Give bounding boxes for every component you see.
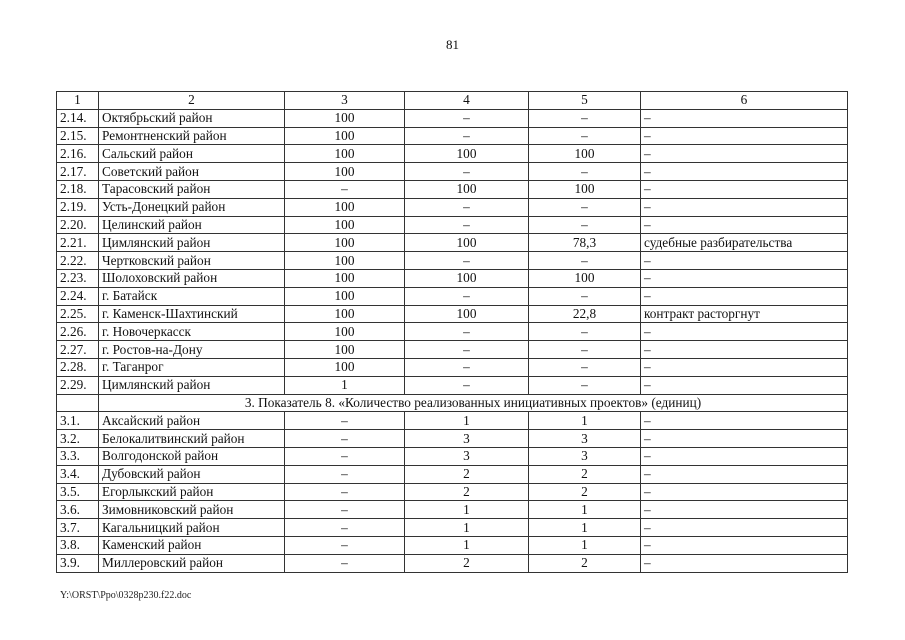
page-number: 81 [446, 37, 459, 52]
table-header-row [57, 92, 848, 110]
table-row [57, 198, 848, 216]
section-empty-cell [57, 394, 99, 412]
col-note-cell: – [641, 519, 848, 537]
table-row [57, 305, 848, 323]
col-4-cell: – [405, 216, 529, 234]
col-3-cell: 100 [285, 287, 405, 305]
col-5-cell: – [529, 358, 641, 376]
col-note-cell: – [641, 198, 848, 216]
col-municipality-cell: Октябрьский район [99, 109, 285, 127]
table-row [57, 501, 848, 519]
col-note-cell: – [641, 554, 848, 572]
col-3-cell: 100 [285, 234, 405, 252]
col-4-cell: 2 [405, 554, 529, 572]
header-cell-5: 5 [529, 92, 641, 110]
col-note-cell: – [641, 447, 848, 465]
col-municipality-cell: г. Ростов-на-Дону [99, 341, 285, 359]
col-3-cell: 100 [285, 323, 405, 341]
table-row [57, 216, 848, 234]
col-number-cell: 2.29. [57, 376, 99, 394]
col-5-cell: 1 [529, 536, 641, 554]
col-municipality-cell: г. Новочеркасск [99, 323, 285, 341]
col-number-cell: 2.26. [57, 323, 99, 341]
col-5-cell: 1 [529, 519, 641, 537]
table-row [57, 430, 848, 448]
col-5-cell: 1 [529, 412, 641, 430]
col-5-cell: 78,3 [529, 234, 641, 252]
table-row [57, 447, 848, 465]
table-row [57, 483, 848, 501]
col-number-cell: 3.4. [57, 465, 99, 483]
col-municipality-cell: Цимлянский район [99, 376, 285, 394]
col-3-cell: – [285, 554, 405, 572]
col-3-cell: 100 [285, 127, 405, 145]
col-note-cell: контракт расторгнут [641, 305, 848, 323]
col-note-cell: – [641, 216, 848, 234]
col-note-cell: – [641, 465, 848, 483]
col-3-cell: – [285, 501, 405, 519]
col-number-cell: 3.1. [57, 412, 99, 430]
col-3-cell: 100 [285, 358, 405, 376]
footer-file-path: Y:\ORST\Ppo\0328p230.f22.doc [60, 590, 192, 601]
header-cell-3: 3 [285, 92, 405, 110]
col-4-cell: 1 [405, 536, 529, 554]
col-number-cell: 2.27. [57, 341, 99, 359]
table-row [57, 554, 848, 572]
col-4-cell: – [405, 252, 529, 270]
table-row [57, 376, 848, 394]
col-number-cell: 3.7. [57, 519, 99, 537]
col-4-cell: 2 [405, 483, 529, 501]
header-cell-6: 6 [641, 92, 848, 110]
col-4-cell: 1 [405, 412, 529, 430]
col-3-cell: 100 [285, 252, 405, 270]
col-3-cell: 100 [285, 109, 405, 127]
col-number-cell: 2.28. [57, 358, 99, 376]
table-row [57, 323, 848, 341]
col-3-cell: – [285, 180, 405, 198]
col-note-cell: – [641, 127, 848, 145]
col-note-cell: – [641, 163, 848, 181]
header-cell-1: 1 [57, 92, 99, 110]
col-3-cell: 1 [285, 376, 405, 394]
col-5-cell: – [529, 323, 641, 341]
col-4-cell: 3 [405, 447, 529, 465]
header-cell-4: 4 [405, 92, 529, 110]
table-row [57, 127, 848, 145]
col-note-cell: – [641, 376, 848, 394]
col-4-cell: – [405, 341, 529, 359]
col-note-cell: – [641, 145, 848, 163]
col-5-cell: 22,8 [529, 305, 641, 323]
col-5-cell: – [529, 127, 641, 145]
table-row [57, 536, 848, 554]
col-3-cell: 100 [285, 341, 405, 359]
col-number-cell: 3.6. [57, 501, 99, 519]
col-municipality-cell: Тарасовский район [99, 180, 285, 198]
col-5-cell: 2 [529, 465, 641, 483]
col-5-cell: – [529, 163, 641, 181]
col-municipality-cell: Целинский район [99, 216, 285, 234]
col-4-cell: – [405, 127, 529, 145]
table-row [57, 269, 848, 287]
col-municipality-cell: Миллеровский район [99, 554, 285, 572]
col-municipality-cell: Зимовниковский район [99, 501, 285, 519]
col-5-cell: 100 [529, 180, 641, 198]
table-body [57, 92, 848, 573]
col-4-cell: – [405, 109, 529, 127]
col-note-cell: – [641, 358, 848, 376]
col-number-cell: 3.9. [57, 554, 99, 572]
col-number-cell: 2.20. [57, 216, 99, 234]
col-municipality-cell: Сальский район [99, 145, 285, 163]
table-row [57, 358, 848, 376]
col-number-cell: 2.22. [57, 252, 99, 270]
col-number-cell: 2.17. [57, 163, 99, 181]
col-number-cell: 2.25. [57, 305, 99, 323]
col-3-cell: – [285, 465, 405, 483]
col-5-cell: – [529, 252, 641, 270]
col-municipality-cell: Каменский район [99, 536, 285, 554]
col-5-cell: – [529, 109, 641, 127]
col-note-cell: – [641, 252, 848, 270]
col-municipality-cell: Цимлянский район [99, 234, 285, 252]
col-3-cell: – [285, 483, 405, 501]
col-municipality-cell: Белокалитвинский район [99, 430, 285, 448]
col-number-cell: 3.8. [57, 536, 99, 554]
col-3-cell: 100 [285, 216, 405, 234]
col-municipality-cell: Шолоховский район [99, 269, 285, 287]
header-cell-2: 2 [99, 92, 285, 110]
col-note-cell: – [641, 180, 848, 198]
col-3-cell: – [285, 412, 405, 430]
table-row [57, 287, 848, 305]
col-5-cell: – [529, 376, 641, 394]
col-number-cell: 2.23. [57, 269, 99, 287]
col-municipality-cell: г. Таганрог [99, 358, 285, 376]
table-row [57, 109, 848, 127]
col-note-cell: – [641, 287, 848, 305]
col-note-cell: – [641, 341, 848, 359]
col-3-cell: 100 [285, 145, 405, 163]
col-3-cell: – [285, 519, 405, 537]
col-5-cell: – [529, 287, 641, 305]
col-3-cell: 100 [285, 198, 405, 216]
col-5-cell: 3 [529, 447, 641, 465]
col-number-cell: 2.16. [57, 145, 99, 163]
col-5-cell: 2 [529, 483, 641, 501]
col-3-cell: 100 [285, 305, 405, 323]
col-5-cell: 3 [529, 430, 641, 448]
col-4-cell: 1 [405, 519, 529, 537]
col-3-cell: 100 [285, 163, 405, 181]
col-number-cell: 3.2. [57, 430, 99, 448]
col-note-cell: – [641, 501, 848, 519]
col-5-cell: 2 [529, 554, 641, 572]
table-row [57, 465, 848, 483]
col-number-cell: 2.15. [57, 127, 99, 145]
col-municipality-cell: Волгодонской район [99, 447, 285, 465]
col-4-cell: 100 [405, 234, 529, 252]
col-4-cell: 1 [405, 501, 529, 519]
col-municipality-cell: Ремонтненский район [99, 127, 285, 145]
col-municipality-cell: г. Батайск [99, 287, 285, 305]
col-4-cell: 2 [405, 465, 529, 483]
col-4-cell: – [405, 358, 529, 376]
col-4-cell: 100 [405, 145, 529, 163]
col-3-cell: 100 [285, 269, 405, 287]
table-row [57, 252, 848, 270]
col-municipality-cell: Чертковский район [99, 252, 285, 270]
col-note-cell: – [641, 483, 848, 501]
col-municipality-cell: Дубовский район [99, 465, 285, 483]
section-title: 3. Показатель 8. «Количество реализованных инициативных проектов» (единиц) [99, 394, 848, 412]
col-3-cell: – [285, 536, 405, 554]
col-note-cell: – [641, 269, 848, 287]
table-row [57, 145, 848, 163]
col-4-cell: – [405, 163, 529, 181]
col-number-cell: 3.5. [57, 483, 99, 501]
col-number-cell: 3.3. [57, 447, 99, 465]
col-note-cell: – [641, 430, 848, 448]
col-note-cell: судебные разбирательства [641, 234, 848, 252]
col-number-cell: 2.14. [57, 109, 99, 127]
col-municipality-cell: Егорлыкский район [99, 483, 285, 501]
col-note-cell: – [641, 109, 848, 127]
col-5-cell: – [529, 198, 641, 216]
table-row [57, 234, 848, 252]
col-5-cell: – [529, 216, 641, 234]
col-5-cell: – [529, 341, 641, 359]
col-4-cell: 3 [405, 430, 529, 448]
col-4-cell: 100 [405, 269, 529, 287]
col-municipality-cell: Кагальницкий район [99, 519, 285, 537]
col-3-cell: – [285, 430, 405, 448]
data-table [56, 91, 848, 573]
col-4-cell: – [405, 323, 529, 341]
col-municipality-cell: Советский район [99, 163, 285, 181]
col-4-cell: 100 [405, 180, 529, 198]
col-5-cell: 1 [529, 501, 641, 519]
table-row [57, 163, 848, 181]
col-3-cell: – [285, 447, 405, 465]
col-municipality-cell: Усть-Донецкий район [99, 198, 285, 216]
col-5-cell: 100 [529, 145, 641, 163]
col-4-cell: – [405, 287, 529, 305]
col-4-cell: 100 [405, 305, 529, 323]
table-row [57, 519, 848, 537]
col-number-cell: 2.19. [57, 198, 99, 216]
col-municipality-cell: Аксайский район [99, 412, 285, 430]
col-number-cell: 2.24. [57, 287, 99, 305]
table-row [57, 412, 848, 430]
col-4-cell: – [405, 376, 529, 394]
col-note-cell: – [641, 323, 848, 341]
col-5-cell: 100 [529, 269, 641, 287]
table-row [57, 341, 848, 359]
col-number-cell: 2.21. [57, 234, 99, 252]
col-note-cell: – [641, 412, 848, 430]
table-row [57, 180, 848, 198]
section-header-row [57, 394, 848, 412]
col-4-cell: – [405, 198, 529, 216]
col-number-cell: 2.18. [57, 180, 99, 198]
col-municipality-cell: г. Каменск-Шахтинский [99, 305, 285, 323]
col-note-cell: – [641, 536, 848, 554]
